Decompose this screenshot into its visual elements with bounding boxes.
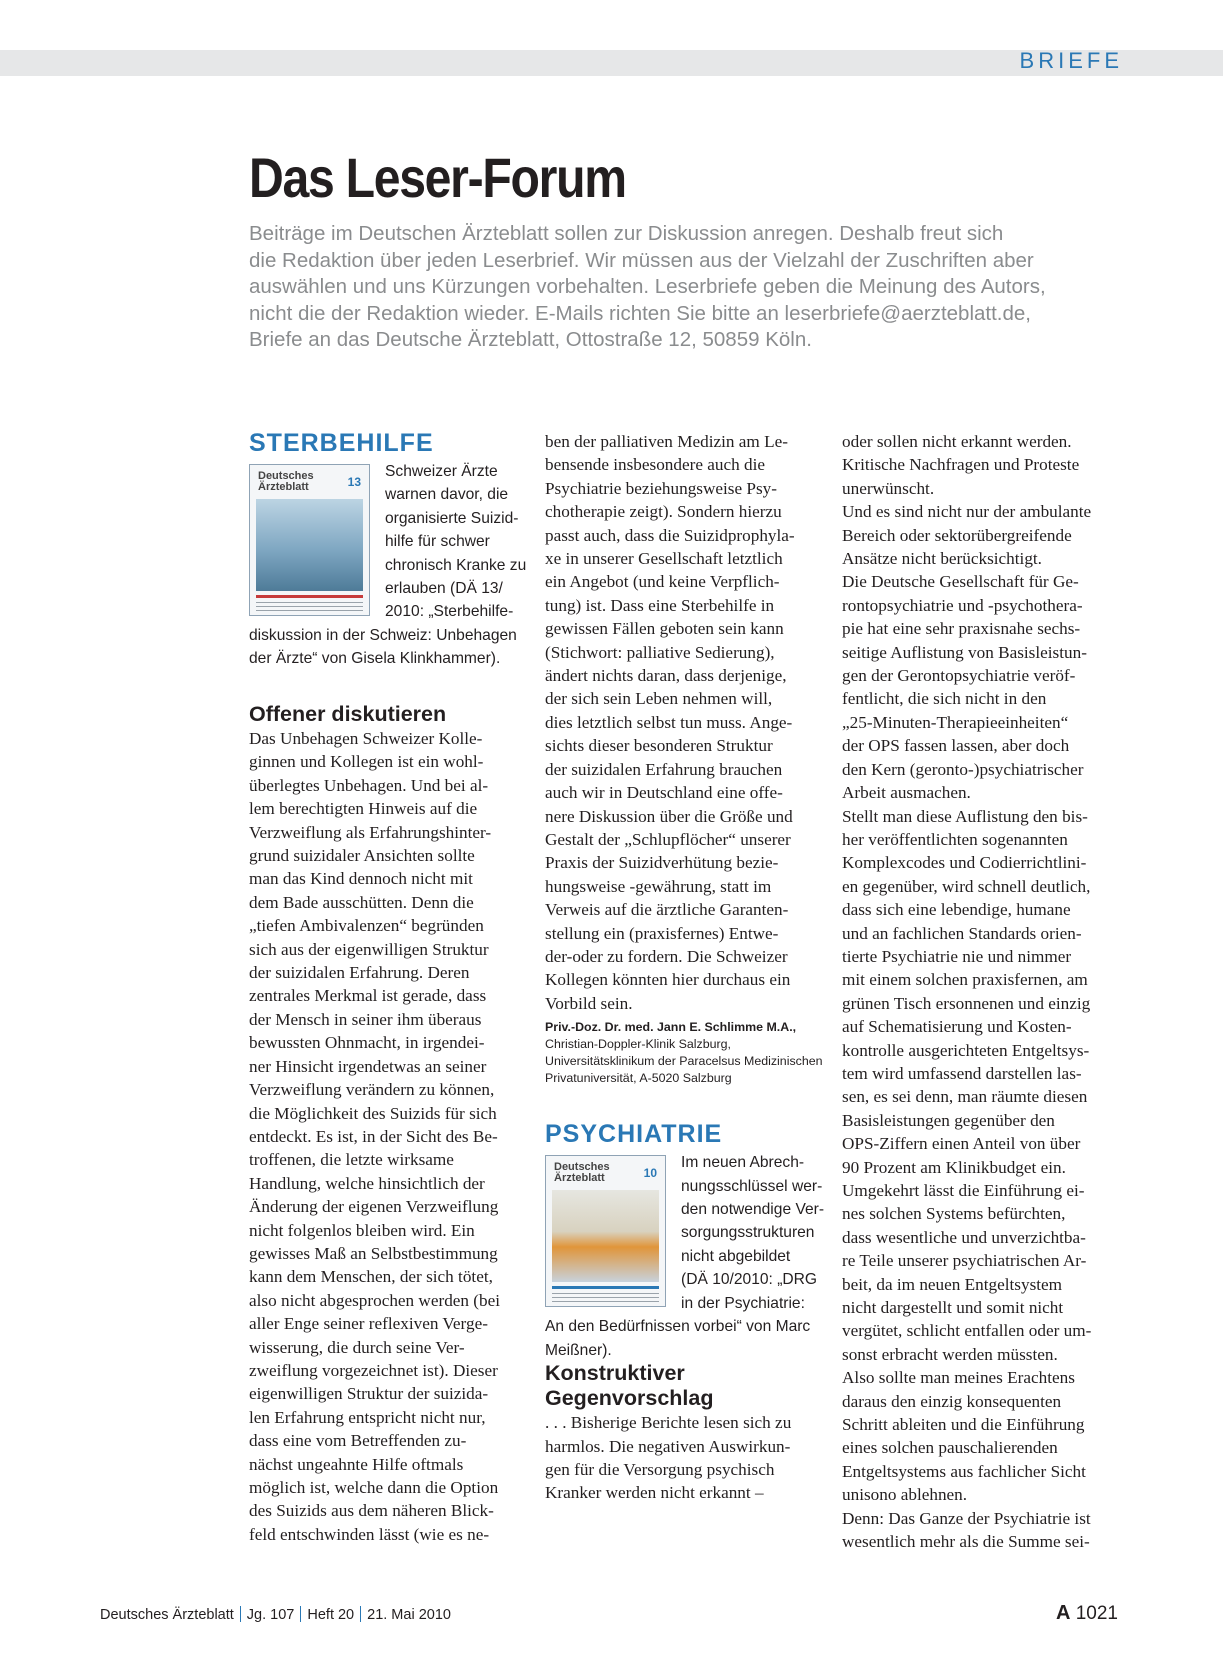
text-line: Kollegen könnten hier durchaus ein (545, 970, 791, 990)
text-line: unerwünscht. (842, 478, 935, 498)
column-3 (842, 430, 1127, 1554)
letter-body (545, 1411, 822, 1505)
text-line: gewissen Fällen geboten sein kann (545, 619, 784, 639)
text-line: Kritische Nachfragen und Proteste (842, 455, 1080, 475)
teaser-line: (DÄ 10/2010: „DRG (681, 1271, 818, 1289)
text-line: sich aus der eigenwilligen Struktur (249, 939, 489, 959)
text-line: Arbeit ausmachen. (842, 783, 971, 803)
text-line: der sich sein Leben nehmen will, (545, 689, 773, 709)
text-line: sonst erbracht werden müssten. (842, 1344, 1058, 1364)
text-line: Die Deutsche Gesellschaft für Ge- (842, 572, 1079, 592)
letter-headline: Konstruktiver Gegenvorschlag (545, 1361, 714, 1411)
text-line: dass sich eine lebendige, humane (842, 900, 1071, 920)
text-line: kann dem Menschen, der sich tötet, (249, 1267, 493, 1287)
text-line: bewussten Ohnmacht, in irgendei- (249, 1033, 485, 1053)
text-line: grund suizidaler Ansichten sollte (249, 846, 475, 866)
text-line: wisserung, die durch seine Ver- (249, 1337, 465, 1357)
text-line: man das Kind dennoch nicht mit (249, 869, 473, 889)
teaser-line: diskussion in der Schweiz: Unbehagen (249, 627, 517, 644)
text-line: also nicht abgesprochen werden (bei (249, 1290, 501, 1310)
text-line: len Erfahrung entspricht nicht nur, (249, 1407, 486, 1427)
text-line: Änderung der eigenen Verzweiflung (249, 1197, 499, 1217)
author-affiliation: Privatuniversität, A-5020 Salzburg (545, 1071, 732, 1086)
text-line: en gegenüber, wird schnell deutlich, (842, 876, 1091, 896)
text-line: troffenen, die letzte wirksame (249, 1150, 454, 1170)
text-line: ben der palliativen Medizin am Le- (545, 432, 788, 451)
text-line: Denn: Das Ganze der Psychiatrie ist (842, 1508, 1091, 1528)
text-line: „25-Minuten-Therapieeinheiten“ (842, 712, 1069, 732)
text-line: hungsweise -gewährung, statt im (545, 876, 772, 896)
text-line: Praxis der Suizidverhütung bezie- (545, 853, 779, 873)
text-line: 90 Prozent am Klinikbudget ein. (842, 1157, 1066, 1177)
text-line: harmlos. Die negativen Auswirkun- (545, 1436, 791, 1456)
text-line: gen für die Versorgung psychisch (545, 1459, 775, 1479)
letter-body (249, 727, 526, 1546)
journal-name: Deutsches Ärzteblatt (100, 1607, 234, 1623)
teaser-line: hilfe für schwer (385, 533, 490, 551)
text-line: überlegtes Unbehagen. Und bei al- (249, 775, 489, 795)
text-line: wesentlich mehr als die Summe sei- (842, 1532, 1090, 1552)
intro-line: die Redaktion über jeden Leserbrief. Wir müssen aus der Vielzahl der Zuschriften aber (249, 248, 1034, 272)
text-line: lem berechtigten Hinweis auf die (249, 799, 478, 819)
text-line: fentlicht, die sich nicht in den (842, 689, 1047, 709)
text-line: beit, da im neuen Entgeltsystem (842, 1274, 1063, 1294)
text-line: Verzweiflung verändern zu können, (249, 1080, 495, 1100)
footer-citation (100, 1606, 451, 1623)
author-name: Priv.-Doz. Dr. med. Jann E. Schlimme M.A., (545, 1020, 797, 1035)
text-line: tem wird umfassend darstellen las- (842, 1063, 1082, 1083)
teaser-line: Im neuen Abrech- (681, 1154, 805, 1172)
cover-text-lines (552, 1293, 659, 1302)
teaser-text-continued (545, 1315, 810, 1362)
text-line: Schritt ableiten und die Einführung (842, 1415, 1085, 1435)
teaser-line: nicht abgebildet (681, 1247, 791, 1265)
text-line: der suizidalen Erfahrung. Deren (249, 963, 470, 983)
text-line: tung) ist. Dass eine Sterbehilfe in (545, 595, 775, 615)
teaser-line: An den Bedürfnissen vorbei“ von Marc (545, 1318, 811, 1336)
text-line: der-oder zu fordern. Die Schweizer (545, 946, 788, 966)
teaser-line: in der Psychiatrie: (681, 1294, 805, 1312)
text-line: her veröffentlichten sogenannten (842, 829, 1068, 849)
teaser-line: der Ärzte“ von Gisela Klinkhammer). (249, 650, 501, 668)
page-title: Das Leser-Forum (249, 146, 626, 209)
intro-line: Briefe an das Deutsche Ärzteblatt, Ottostraße 12, 50859 Köln. (249, 328, 812, 351)
text-line: entdeckt. Es ist, in der Sicht des Be- (249, 1126, 498, 1146)
text-line: zentrales Merkmal ist gerade, dass (249, 986, 487, 1006)
text-line: Und es sind nicht nur der ambulante (842, 502, 1092, 522)
cover-accent-bar (552, 1286, 659, 1289)
teaser-text-continued (249, 624, 517, 671)
text-line: re Teile unserer psychiatrischen Ar- (842, 1251, 1087, 1271)
text-line: . . . Bisherige Berichte lesen sich zu (545, 1413, 792, 1433)
text-line: mit einem solchen praxisfernen, am (842, 970, 1088, 990)
teaser-line: erlauben (DÄ 13/ (385, 580, 503, 598)
text-line: ginnen und Kollegen ist ein wohl- (249, 752, 484, 772)
text-line: (Stichwort: palliative Sedierung), (545, 642, 775, 662)
text-line: passt auch, dass die Suizidprophyla- (545, 525, 795, 545)
text-line: auf Schematisierung und Kosten- (842, 1017, 1072, 1037)
text-line: Vorbild sein. (545, 993, 633, 1013)
cover-photo (256, 499, 363, 591)
text-line: eines solchen pauschalierenden (842, 1438, 1058, 1458)
teaser-text (385, 460, 526, 624)
text-line: Also sollte man meines Erachtens (842, 1368, 1075, 1388)
letter-headline: Offener diskutieren (249, 702, 447, 726)
text-line: nicht dargestellt und somit nicht (842, 1298, 1064, 1318)
text-line: unisono ablehnen. (842, 1485, 968, 1505)
text-line: Basisleistungen gegenüber den (842, 1110, 1055, 1130)
text-line: pie hat eine sehr praxisnahe sechs- (842, 619, 1081, 639)
text-line: kontrolle ausgerichteten Entgeltsys- (842, 1040, 1090, 1060)
text-line: xe in unserer Gesellschaft letztlich (545, 549, 783, 569)
text-line: möglich ist, welche dann die Option (249, 1478, 499, 1497)
topic-psychiatrie: PSYCHIATRIE (545, 1120, 723, 1149)
text-line: grünen Tisch ersonnenen und einzig (842, 993, 1091, 1013)
text-line: Gestalt der „Schlupflöcher“ unserer (545, 829, 791, 849)
text-line: der OPS fassen lassen, aber doch (842, 736, 1070, 756)
text-line: ein Angebot (und keine Verpflich- (545, 572, 780, 592)
text-line: rontopsychiatrie und -psychothera- (842, 595, 1083, 615)
topic-sterbehilfe: STERBEHILFE (249, 429, 434, 457)
text-line: vergütet, schlicht entfallen oder um- (842, 1321, 1092, 1341)
text-line: auch wir in Deutschland eine offe- (545, 783, 783, 803)
text-line: feld entschwinden lässt (wie es ne- (249, 1524, 490, 1544)
text-line: ändert nichts daran, dass derjenige, (545, 666, 787, 686)
author-signature (545, 1019, 822, 1087)
cover-title: Deutsches Ärzteblatt (554, 1161, 610, 1185)
text-line: Umgekehrt lässt die Einführung ei- (842, 1181, 1085, 1200)
text-line: zweiflung vorgezeichnet ist). Dieser (249, 1360, 498, 1380)
text-line: daraus den einzig konsequenten (842, 1391, 1062, 1411)
magazine-cover-thumbnail (249, 464, 370, 616)
intro-paragraph (249, 221, 1129, 354)
text-line: und an fachlichen Standards orien- (842, 923, 1082, 943)
text-line: des Suizids aus dem näheren Blick- (249, 1501, 494, 1521)
cover-accent-bar (256, 595, 363, 598)
text-line: sen, es sei denn, man räumte diesen (842, 1087, 1088, 1107)
teaser-line: den notwendige Ver- (681, 1200, 825, 1218)
cover-issue-number: 10 (643, 1166, 657, 1181)
text-line: eigenwilligen Struktur der suizida- (249, 1384, 489, 1404)
text-line: „tiefen Ambivalenzen“ begründen (249, 916, 484, 936)
cover-issue-number: 13 (347, 475, 361, 489)
text-line: seitige Auflistung von Basisleistun- (842, 642, 1087, 662)
text-line: der Mensch in seiner ihm überaus (249, 1009, 482, 1029)
letter-body-continued (842, 430, 1127, 1554)
issue-date: 21. Mai 2010 (367, 1607, 451, 1623)
text-line: die Möglichkeit des Suizids für sich (249, 1103, 497, 1123)
teaser-psychiatrie (545, 1151, 825, 1361)
cover-text-lines (256, 602, 363, 611)
text-line: stellung ein (praxisfernes) Entwe- (545, 923, 779, 943)
text-line: dem Bade ausschütten. Denn die (249, 892, 474, 912)
text-line: dass wesentliche und unverzichtba- (842, 1227, 1086, 1247)
text-line: Kranker werden nicht erkannt – (545, 1483, 764, 1503)
text-line: nere Diskussion über die Größe und (545, 806, 793, 826)
volume: Jg. 107 (246, 1607, 295, 1623)
author-affiliation: Universitätsklinikum der Paracelsus Medizinischen (545, 1054, 823, 1069)
text-line: oder sollen nicht erkannt werden. (842, 432, 1072, 451)
text-line: Bereich oder sektorübergreifende (842, 525, 1072, 545)
footer-separator (240, 1606, 241, 1622)
text-line: Psychiatrie beziehungsweise Psy- (545, 478, 777, 498)
teaser-text (681, 1151, 824, 1315)
text-line: sichts dieser besonderen Struktur (545, 736, 773, 756)
teaser-line: nungsschlüssel wer- (681, 1177, 823, 1195)
intro-line: nicht die der Redaktion wieder. E-Mails richten Sie bitte an leserbriefe@aerzteblatt.de, (249, 301, 1031, 325)
teaser-line: sorgungsstrukturen (681, 1224, 815, 1242)
teaser-line: warnen davor, die (385, 486, 509, 504)
text-line: bensende insbesondere auch die (545, 455, 766, 475)
page-number-value: 1021 (1075, 1603, 1118, 1624)
teaser-line: Meißner). (545, 1341, 612, 1359)
teaser-line: chronisch Kranke zu (385, 556, 527, 574)
column-2 (545, 430, 825, 1505)
text-line: Entgeltsystems aus fachlicher Sicht (842, 1461, 1086, 1481)
cover-photo (552, 1190, 659, 1282)
text-line: Verweis auf die ärztliche Garanten- (545, 900, 789, 920)
text-line: Verzweiflung als Erfahrungshinter- (249, 822, 492, 842)
text-line: ner Hinsicht irgendetwas an seiner (249, 1056, 487, 1076)
text-line: Handlung, welche hinsichtlich der (249, 1173, 485, 1193)
text-line: OPS-Ziffern einen Anteil von über (842, 1134, 1081, 1154)
text-line: Ansätze nicht berücksichtigt. (842, 549, 1042, 569)
cover-title: Deutsches Ärzteblatt (258, 470, 314, 493)
text-line: aller Enge seiner reflexiven Verge- (249, 1314, 488, 1334)
footer-separator (300, 1606, 301, 1622)
section-label: BRIEFE (1019, 48, 1123, 73)
column-1 (249, 428, 526, 1546)
text-line: nicht folgenlos bleiben wird. Ein (249, 1220, 475, 1240)
text-line: gen der Gerontopsychiatrie veröf- (842, 666, 1076, 686)
issue: Heft 20 (307, 1607, 355, 1623)
text-line: Das Unbehagen Schweizer Kolle- (249, 729, 483, 748)
text-line: Stellt man diese Auflistung den bis- (842, 806, 1088, 826)
page-number (1056, 1602, 1118, 1625)
magazine-cover-thumbnail (545, 1155, 666, 1307)
text-line: nächst ungeahnte Hilfe oftmals (249, 1454, 464, 1474)
letter-body-continued (545, 430, 822, 1015)
teaser-line: 2010: „Sterbehilfe- (385, 603, 514, 621)
teaser-sterbehilfe (249, 460, 527, 668)
text-line: der suizidalen Erfahrung brauchen (545, 759, 783, 779)
text-line: Komplexcodes und Codierrichtlini- (842, 853, 1087, 873)
intro-line: auswählen und uns Kürzungen vorbehalten. Leserbriefe geben die Meinung des Autors, (249, 275, 1046, 298)
text-line: nes solchen Systems befürchten, (842, 1204, 1066, 1224)
text-line: gewisses Maß an Selbstbestimmung (249, 1243, 498, 1263)
text-line: dass eine vom Betreffenden zu- (249, 1431, 467, 1451)
text-line: tierte Psychiatrie nie und nimmer (842, 946, 1072, 966)
footer-separator (360, 1606, 361, 1622)
text-line: den Kern (geronto-)psychiatrischer (842, 759, 1084, 779)
text-line: dies letztlich selbst tun muss. Ange- (545, 712, 793, 732)
page-prefix: A (1055, 1602, 1071, 1624)
text-line: chotherapie zeigt). Sondern hierzu (545, 502, 782, 522)
intro-line: Beiträge im Deutschen Ärzteblatt sollen zur Diskussion anregen. Deshalb freut sich (249, 222, 1004, 245)
teaser-line: Schweizer Ärzte (385, 463, 498, 480)
author-affiliation: Christian-Doppler-Klinik Salzburg, (545, 1037, 731, 1052)
teaser-line: organisierte Suizid- (385, 509, 519, 527)
